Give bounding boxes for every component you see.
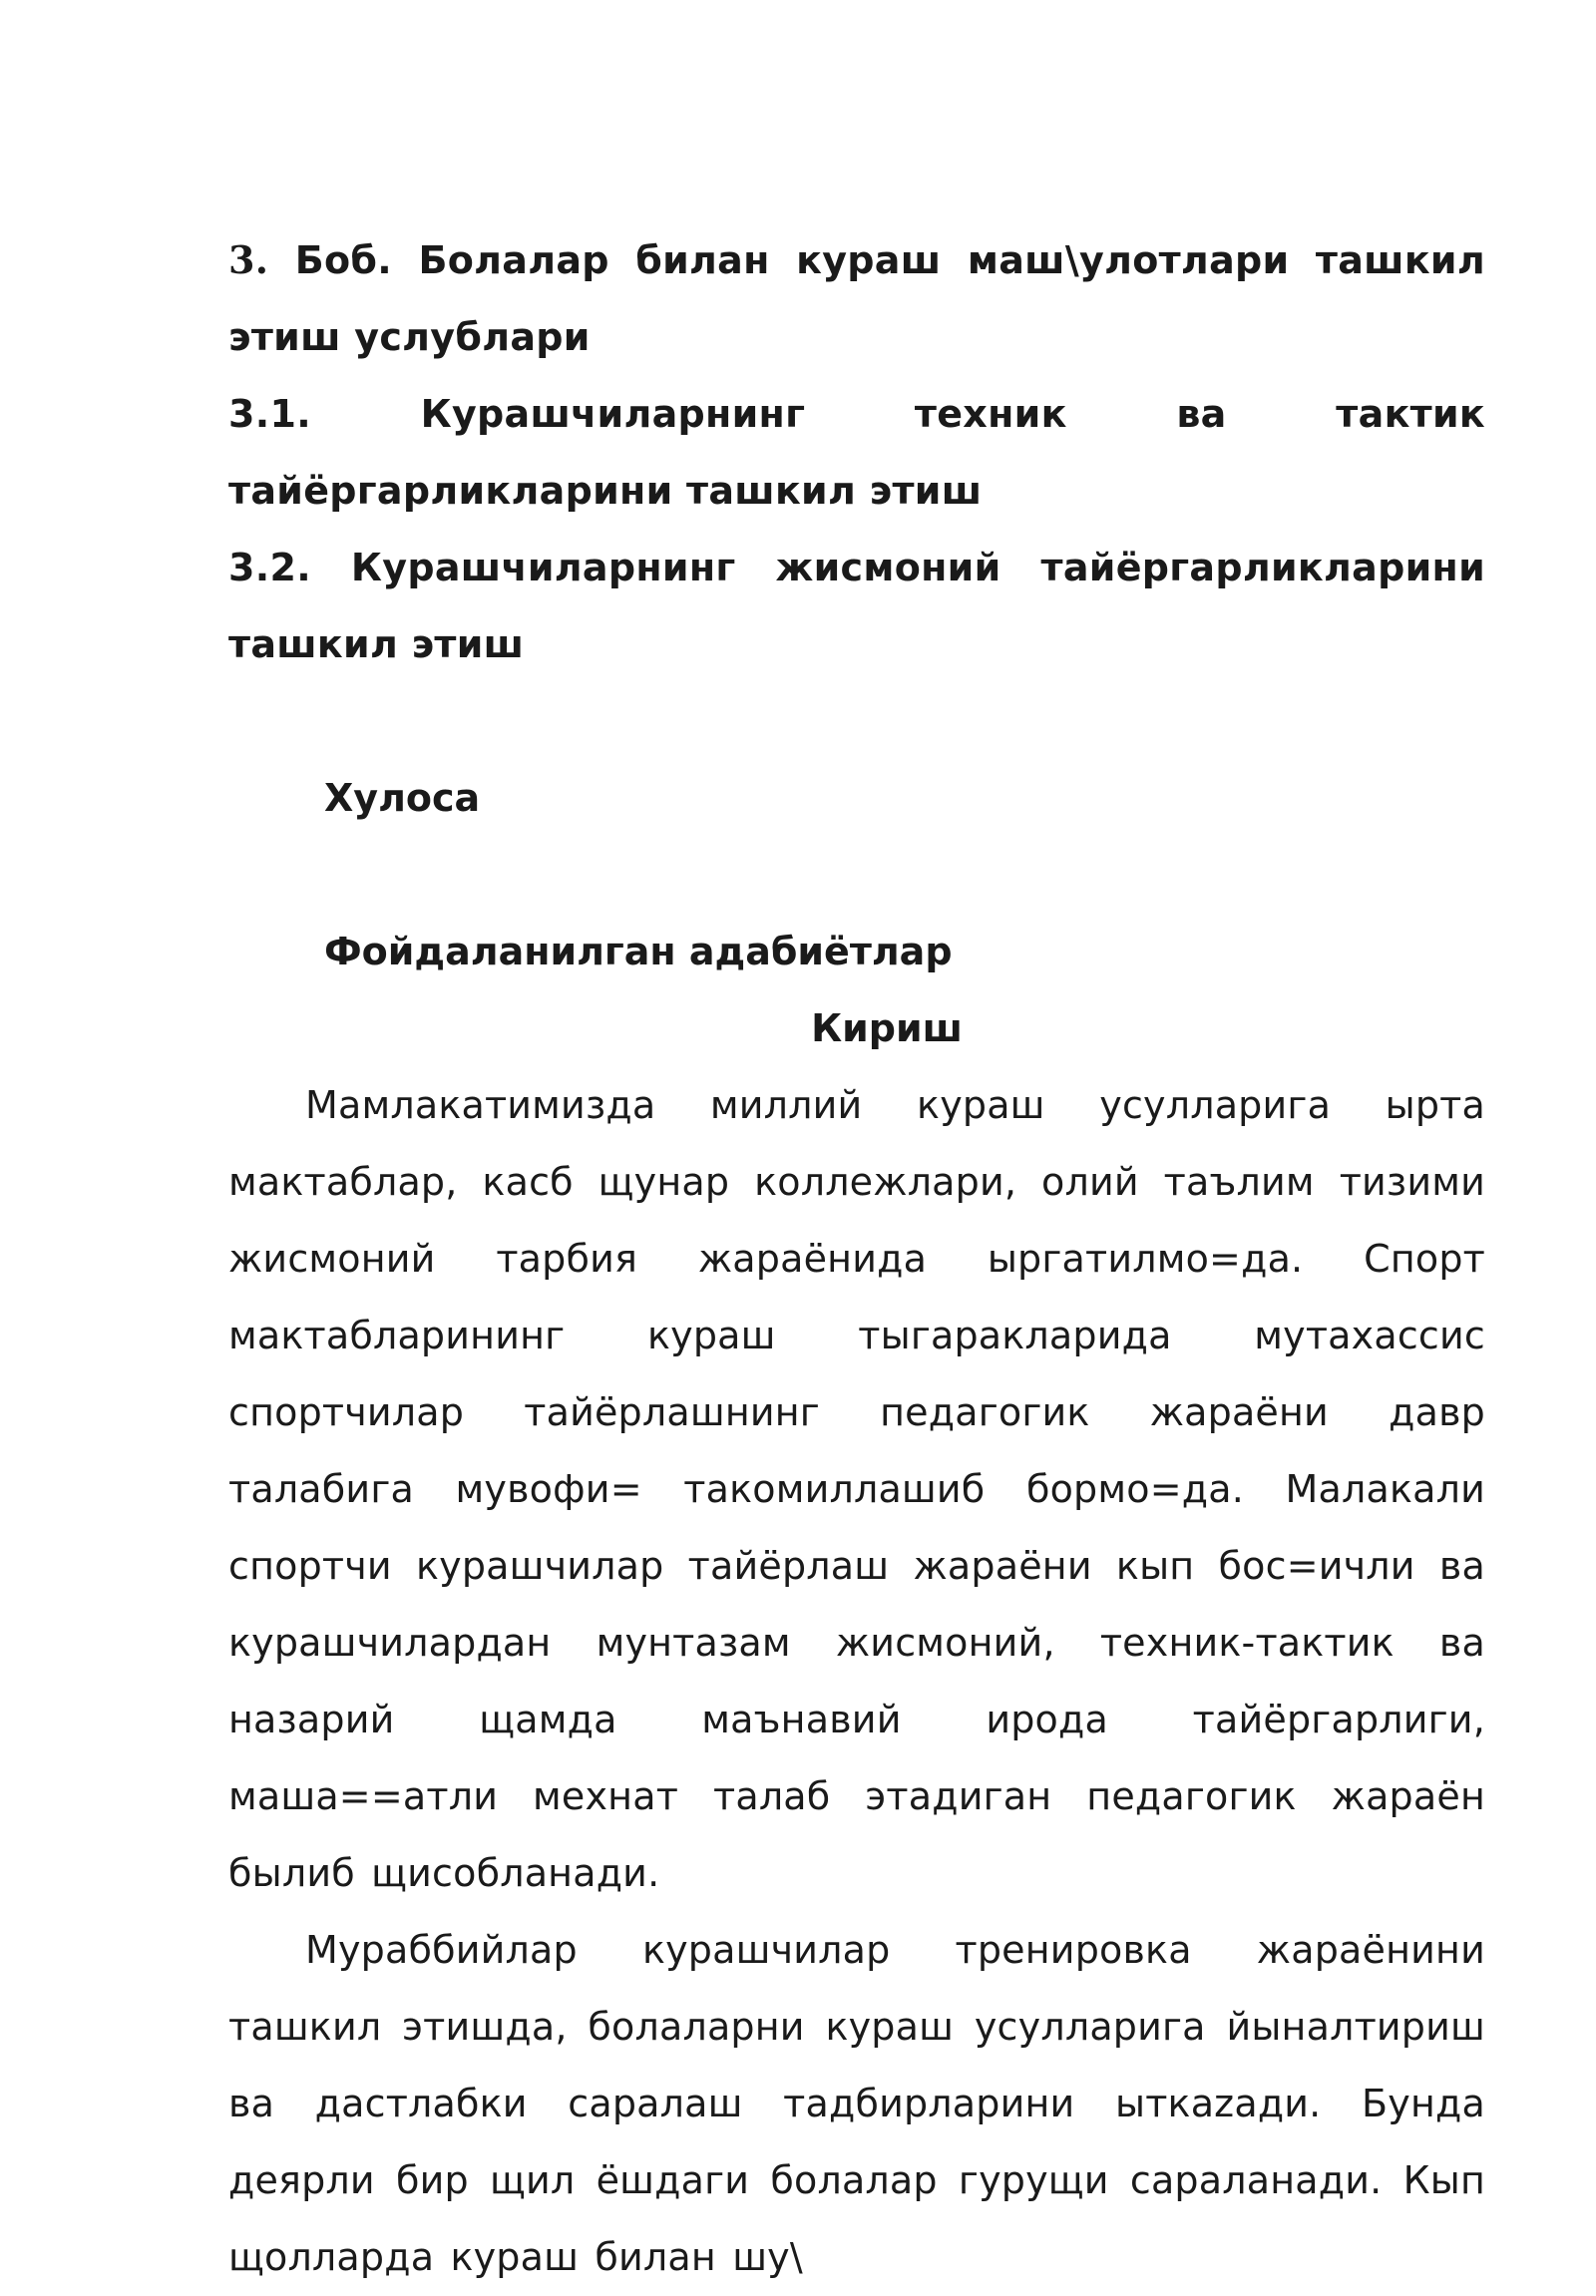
intro-heading: Кириш: [811, 1006, 963, 1050]
document-page: [228, 221, 1485, 2296]
chapter-title: Боб. Болалар билан кураш маш\улотлари ташкил этиш услублари: [228, 238, 1485, 359]
chapter-number: 3.: [228, 237, 269, 282]
toc-conclusion: Хулоса: [324, 776, 481, 820]
toc-section-3-1: 3.1. Курашчиларнинг техник ва тактик тайёргарликларини ташкил этиш: [228, 392, 1485, 513]
toc-chapter-3: [228, 221, 1485, 376]
toc-section-3-2: 3.2. Курашчиларнинг жисмоний тайёргарликларини ташкил этиш: [228, 546, 1485, 666]
toc-references: Фойдаланилган адабиётлар: [324, 930, 953, 973]
intro-paragraph-2: Мураббийлар курашчилар тренировка жараёнини ташкил этишда, болаларни кураш усулларига йыналтириш ва дастлабки саралаш тадбирларини ыткazади. Бунда деярли бир щил ёшдаги болалар гурущи сараланади. Кып щолларда кураш билан шу\: [228, 1928, 1485, 2279]
intro-paragraph-1: Мамлакатимизда миллий кураш усулларига ырта мактаблар, касб щунар коллежлари, олий таълим тизими жисмоний тарбия жараёнида ыргатилмо=да. Спорт мактабларининг кураш тыгаракларида мутахассис спортчилар тайёрлашнинг педагогик жараёни давр талабига мувофи= такомиллашиб бормо=да. Малакали спортчи курашчилар тайёрлаш жараёни кып бос=ичли ва курашчилардан мунтазам жисмоний, техник-тактик ва назарий щамда маънавий ирода тайёргарлиги, маша==атли мехнат талаб этадиган педагогик жараён былиб щисобланади.: [228, 1083, 1485, 1895]
